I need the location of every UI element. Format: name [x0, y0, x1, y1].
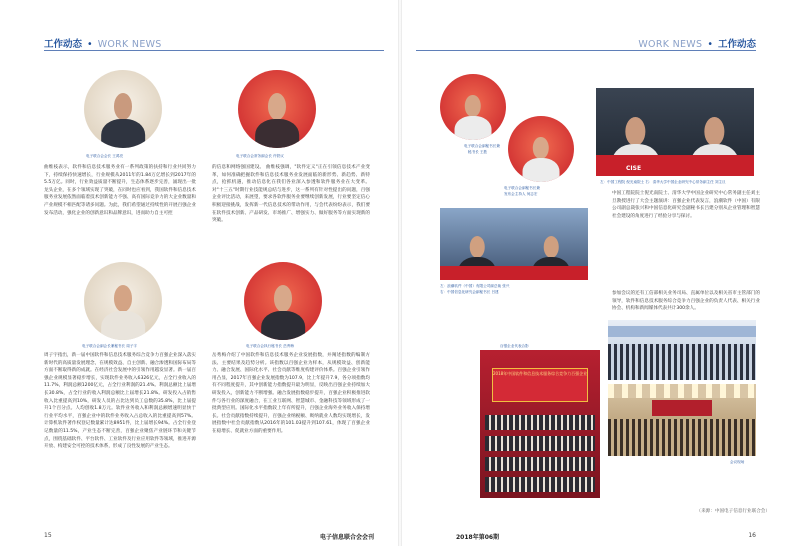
- person-torso: [523, 158, 560, 182]
- portrait-photo-4: [244, 262, 322, 340]
- caption-portrait-5b: 秘书长 王胜: [468, 150, 488, 154]
- header-dot-right: •: [707, 39, 713, 50]
- podium-photo: [440, 208, 588, 280]
- header-right-cn: 工作动态: [717, 39, 756, 50]
- publication-title: [320, 532, 374, 541]
- caption-venue: 会议现场: [730, 460, 745, 464]
- caption-podium-b: 右：中国信息化研究会副秘书长 吕建: [440, 290, 499, 294]
- person-head: [469, 236, 485, 258]
- group-photo: [480, 350, 600, 498]
- venue-photo-top: [608, 320, 756, 380]
- portrait-photo-3: [84, 262, 162, 340]
- venue-photo-bottom: [608, 384, 756, 456]
- person-torso: [455, 116, 492, 140]
- venue-stage-screen: [652, 400, 711, 416]
- article-right-text2: 参加会议的还有工信部相关业务司局、直属单位以及相关省市主管部门的领导，软件和信息技术服务综合竞争力百强企业的负责人代表、相关行业协会、机构和新闻媒体代表共计300余人。: [612, 291, 760, 312]
- page-number-left: 15: [44, 532, 52, 539]
- person-torso: [101, 311, 145, 340]
- person-figure: [455, 95, 492, 140]
- article-col1-bottom: 周子宇指出，新一届中国软件和信息技术服务综合竞争力百强企业深入落实新时代的高质量发展理念，在规模效益、自主创新、融合渗透和国际布局等方面不断取得新的成就。在经济社会发展中的引领作用越发显著。新一届百强企业规模显著稳步增长，实现软件业务收入6326亿元，占全行业收入的11.7%，利润总额1200亿元，占全行业利润的21.4%。利润总额比上届增长30.8%，占全行业的收入利润总额比上届增长21.8%。研发投入占销售收入比重提高到10%，研发人员的占比达到员工总数的35.8%，比上届提升1个百分点。人均创收1.8万元。软件业务收入和利润总额增速明显快于行业平均水平，百强企业中的软件业务收入占总收入的比重提高到57%。计算机软件著作权登记数量累计达8951件，比上届增长94%。占全行业登记数量的11.5%，产业生态不断完善，百强企业聚焦产业链环节和关键节点，围绕基础软件、平台软件、工业软件及行业应用软件等领域，推进开源开放、构建安全可控的技术体系，形成了良性发展的产业生态。: [44, 353, 196, 450]
- person-torso: [261, 311, 305, 340]
- source-note: （来源：中国电子信息行业联合会）: [696, 509, 770, 514]
- caption-portrait-1: 电子联合会会长 王鸿亮: [86, 154, 124, 158]
- person-head: [705, 117, 725, 146]
- venue-audience: [608, 344, 756, 380]
- header-right-en: WORK NEWS: [638, 39, 703, 50]
- person-head: [114, 285, 132, 312]
- article-col2-bottom: 岳秀梅介绍了中国软件和信息技术服务企业发展指数，并阐述指数的编制方法、主要结果及趋势分析。该指数以百强企业为样本，从规模效益、创新能力、融合发展、国际化水平、社会贡献等维度构建评价体系。百强企业引领作用凸显，2017年百强企业发展指数为107.9，比上年提升7.9，各分项指数均有不同程度提升，其中创新能力指数提升最为明显，反映出百强企业持续加大研发投入，创新能力不断增强。融合发展指数稳步提升，百强企业积极推进软件与各行业的深度融合，在工业互联网、智慧城市、金融科技等领域形成了一批典型应用。国际化水平指数较上年有所提升，百强企业海外业务收入保持增长。社会贡献指数持续提升，百强企业纳税额、吸纳就业人数均实现增长，发展指数中社会贡献指数从2016年的101.03提升到107.61，体现了百强企业在稳增长、促就业方面的重要作用。: [212, 353, 370, 434]
- person-torso: [101, 119, 145, 148]
- caption-portrait-5a: 电子联合会副秘书长兼: [464, 144, 500, 148]
- person-head: [533, 137, 549, 160]
- crowd-row-1: [485, 415, 595, 430]
- venue-lights: [608, 384, 756, 398]
- section-header-right: [638, 36, 756, 50]
- person-head: [114, 93, 132, 120]
- header-rule-right: [416, 50, 756, 51]
- crowd-row-3: [485, 457, 595, 472]
- person-figure: [255, 93, 299, 148]
- section-header-left: [44, 36, 162, 50]
- group-photo-banner: [492, 368, 588, 403]
- person-head: [268, 93, 286, 120]
- caption-group-photo: 百强企业代表合影: [500, 344, 529, 348]
- speakers-photo: [596, 88, 754, 176]
- person-figure: [523, 137, 560, 182]
- caption-portrait-4: 电子联合会执行秘书长 岳秀梅: [246, 344, 294, 348]
- person-figure: [261, 285, 305, 340]
- person-head: [465, 95, 481, 118]
- publication-title-text: 电子信息联合会会刊: [319, 534, 374, 541]
- person-head: [626, 117, 646, 146]
- header-left-en: WORK NEWS: [97, 39, 162, 50]
- stage-banner: [596, 155, 754, 176]
- caption-portrait-6b: 发布会主持人 何志宏: [504, 192, 538, 196]
- caption-portrait-3: 电子联合会副会长兼秘书长 周子宇: [82, 344, 138, 348]
- venue-ceiling: [608, 326, 756, 337]
- portrait-photo-1: [84, 70, 162, 148]
- issue-label: [456, 532, 499, 541]
- article-col1-top: 曲维枝表示，软件和信息技术服务业有一系列政策的扶持和行业共同努力下，持续保持快速增长，行业规模从2011年的1.84万亿增长到2017年的5.5万亿。同时，行业效益质量不断提升，生态体系逐步完善，涌现出一批龙头企业，在多个领域实现了突破，在同时也应看到，我国软件和信息技术服务业发展依然面临着技术创新能力不强、高有国际竞争力的大企业数量和产业规模不相匹配等诸多问题。为此，我们希望通过持续性的开展百强企业发布活动，强化企业的创新意识和品牌意识，进而助力自主可控: [44, 165, 196, 216]
- caption-portrait-6a: 电子联合会副秘书长兼: [504, 186, 540, 190]
- podium-banner: [440, 266, 588, 280]
- header-left-cn: 工作动态: [44, 39, 83, 50]
- header-rule-left: [44, 50, 384, 51]
- person-head: [274, 285, 292, 312]
- person-torso: [255, 119, 299, 148]
- person-figure: [101, 93, 145, 148]
- portrait-photo-6: [508, 116, 574, 182]
- portrait-photo-2: [238, 70, 316, 148]
- page-right: [400, 0, 800, 546]
- page-gutter: [398, 0, 402, 546]
- crowd-row-4: [485, 477, 595, 492]
- article-col2-top: 的信息和网络强国建设。 曲维枝强调，"软件定义"正在引领信息技术产业变革，如何准确把握软件和信息技术服务业发展面临的新形势、新趋势、新特点，抢抓机遇，推动信息化在我们各业深入参透和软件服务业在大变革。对"十三五"时期行业技能规总结与进步，这一系列有针对性提出的问题，百强企业评比活动，来展望，要求各软件服务业要继续创新发展，行业要坚定信心积极迎接挑战，发挥新一代信息技术的带动作用，与会代表纷纷表示，我们要在软件技术创新、产品研发、市场推广、增强实力、做好服务等方面实现新的突破。: [212, 165, 370, 224]
- caption-podium-a: 左：浪潮软件（中国）有限公司副总裁 张兴: [440, 284, 510, 288]
- header-dot-left: •: [87, 39, 93, 50]
- page-number-right: 16: [748, 532, 756, 539]
- venue-seating: [608, 419, 756, 456]
- caption-portrait-2: 电子联合会常务副会长 许铁议: [236, 154, 284, 158]
- portrait-photo-5: [440, 74, 506, 140]
- issue-label-text: 2018年第06期: [456, 534, 500, 541]
- article-right-text1: 中国工程院院士倪光南院士、清华大学中国企业研究中心常务副主任刘主旦教授进行了大会主题演讲：百强企业代表发言，浪潮软件（中国）有限公司副总裁张兴和中国信息化研究会副秘书长吕建分别从企业管理和智慧社会建设的角度进行了经验分享与探讨。: [612, 191, 760, 219]
- crowd-row-2: [485, 436, 595, 451]
- group-photo-banner-text: 2018年中国软件和信息技术服务综合竞争力百强企业: [493, 371, 588, 377]
- stage-logo-text: CISE: [626, 165, 642, 172]
- person-head: [543, 236, 559, 258]
- caption-speakers: 左：中国工程院 倪光南院士 右：清华大学中国企业研究中心常务副主任 刘主旦: [600, 180, 726, 184]
- person-figure: [101, 285, 145, 340]
